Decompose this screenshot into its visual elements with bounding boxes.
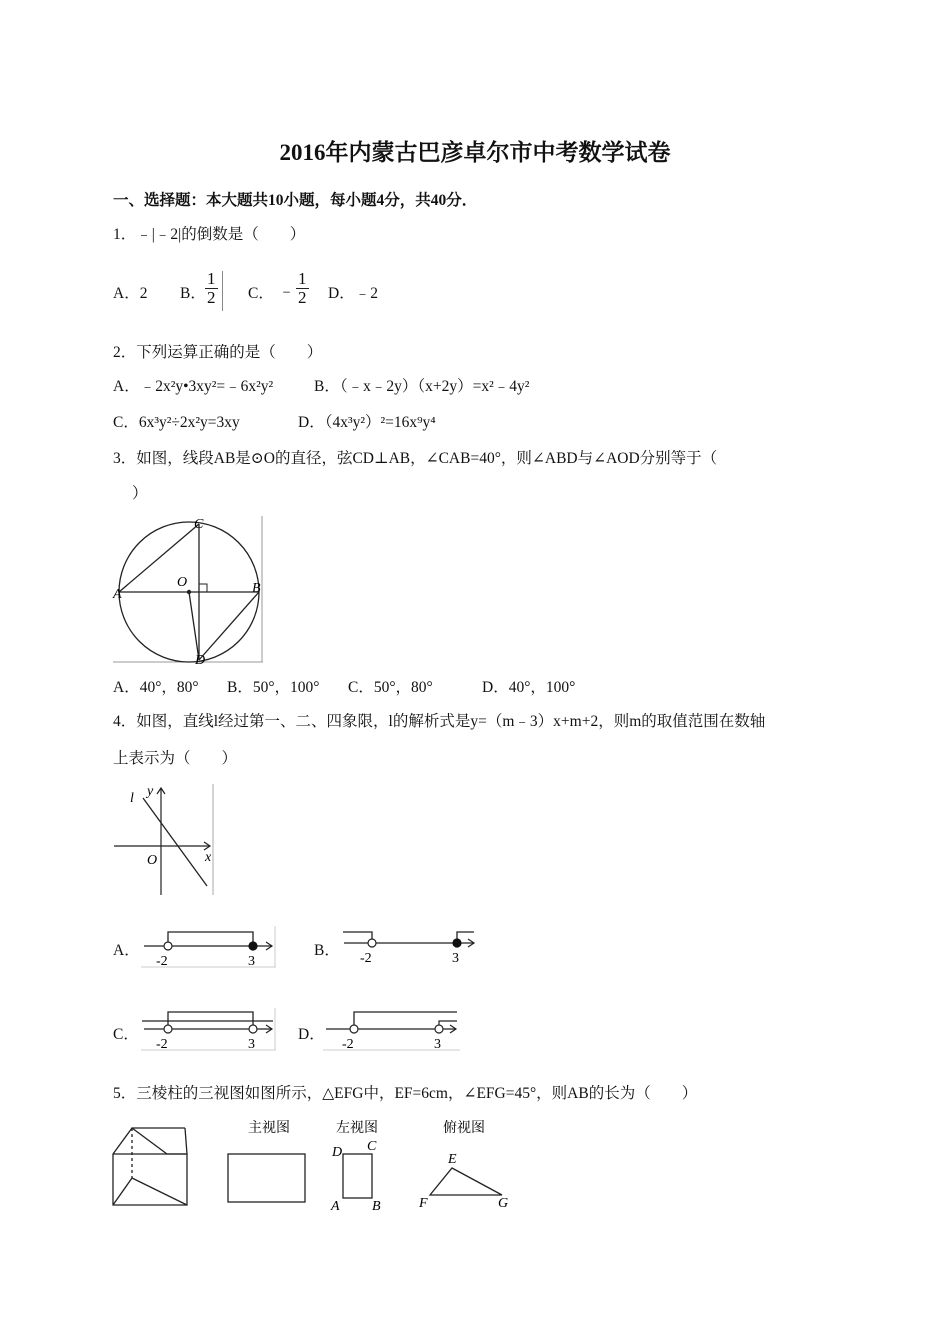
- q4-option-b-numberline: [340, 924, 480, 970]
- q1-option-a: A．2: [113, 285, 148, 302]
- q1-option-c-label: C．: [248, 285, 274, 302]
- tick-label: -2: [156, 1037, 168, 1052]
- line-l: [143, 798, 207, 886]
- left-view-label: 左视图: [336, 1120, 378, 1136]
- left-view-rect: [343, 1154, 372, 1198]
- q1-b-denominator: 2: [207, 288, 216, 307]
- top-view-label: 俯视图: [443, 1120, 485, 1136]
- label-c: C: [367, 1139, 377, 1154]
- q4-option-c-numberline: [140, 1006, 280, 1052]
- tick-label: 3: [434, 1037, 441, 1052]
- front-view-rect: [228, 1154, 305, 1202]
- prism-drawing: [113, 1128, 187, 1205]
- center-dot: [187, 590, 191, 594]
- q5-three-views-figure: [110, 1112, 520, 1216]
- tick-label: 3: [248, 1037, 255, 1052]
- segment-od: [189, 592, 199, 660]
- q1-b-crop-line: [222, 271, 223, 311]
- tick-label: -2: [156, 954, 168, 969]
- label-b: B: [372, 1199, 381, 1214]
- q4-option-c-label: C．: [113, 1026, 139, 1043]
- q1-b-numerator: 1: [207, 269, 216, 288]
- label-o: O: [177, 575, 188, 590]
- q1-option-b-fraction: [205, 270, 218, 307]
- q3-stem-cont: ）: [132, 485, 148, 502]
- label-d: D: [332, 1145, 343, 1160]
- q1-option-b-label: B．: [180, 285, 206, 302]
- label-origin: O: [147, 853, 158, 868]
- q4-option-d-label: D．: [298, 1026, 325, 1043]
- label-e: E: [448, 1152, 457, 1167]
- label-a: A: [113, 587, 122, 602]
- label-a: A: [331, 1199, 340, 1214]
- tick-label: 3: [248, 954, 255, 969]
- section-heading: 一、选择题：本大题共10小题，每小题4分，共40分．: [113, 192, 478, 209]
- label-b: B: [252, 581, 261, 596]
- q1-option-c-fraction: [278, 270, 309, 307]
- tick-label: 3: [452, 951, 459, 966]
- q1-stem: 1．﹣|﹣2|的倒数是（ ）: [113, 226, 306, 243]
- q1-option-d: D．﹣2: [328, 285, 378, 302]
- q2-option-b: B．（﹣x﹣2y）（x+2y）=x²﹣4y²: [314, 378, 530, 395]
- q4-stem-cont: 上表示为（ ）: [113, 750, 238, 767]
- q2-option-c: C．6x³y²÷2x²y=3xy: [113, 414, 240, 431]
- q2-stem: 2．下列运算正确的是（ ）: [113, 344, 323, 361]
- label-c: C: [194, 517, 204, 532]
- q4-option-a-label: A．: [113, 942, 140, 959]
- q3-stem: 3．如图，线段AB是⊙O的直径，弦CD⊥AB，∠CAB=40°，则∠ABD与∠AOD分别等于（: [113, 450, 718, 467]
- q3-circle-figure: [110, 512, 270, 668]
- q2-option-d: D．（4x³y²）²=16x⁹y⁴: [298, 414, 436, 431]
- q3-option-c: C．50°，80°: [348, 679, 433, 696]
- page-title: 2016年内蒙古巴彦卓尔市中考数学试卷: [279, 140, 671, 165]
- label-y: y: [147, 784, 154, 799]
- q4-stem: 4．如图，直线l经过第一、二、四象限，l的解析式是y=（m﹣3）x+m+2，则m的取值范围在数轴: [113, 713, 766, 730]
- q4-option-b-label: B．: [314, 942, 340, 959]
- q3-option-d: D．40°，100°: [482, 679, 576, 696]
- label-d: D: [195, 653, 206, 668]
- q1-c-sign: ﹣: [278, 281, 295, 300]
- q2-option-a: A．﹣2x²y•3xy²=﹣6x²y²: [113, 378, 274, 395]
- q5-stem: 5．三棱柱的三视图如图所示，△EFG中，EF=6cm，∠EFG=45°，则AB的长为（ ）: [113, 1085, 698, 1102]
- q1-c-numerator: 1: [298, 269, 307, 288]
- q4-line-graph: [110, 780, 220, 898]
- label-f: F: [419, 1196, 428, 1211]
- q4-option-a-numberline: [140, 924, 280, 970]
- label-x: x: [205, 850, 212, 865]
- front-view-label: 主视图: [248, 1120, 290, 1136]
- q4-option-d-numberline: [322, 1006, 462, 1052]
- top-view-triangle: [430, 1168, 502, 1195]
- label-l: l: [130, 791, 134, 806]
- tick-label: -2: [342, 1037, 354, 1052]
- label-g: G: [498, 1196, 509, 1211]
- q1-c-denominator: 2: [298, 288, 307, 307]
- right-angle-mark: [199, 584, 207, 592]
- q3-option-b: B．50°，100°: [227, 679, 320, 696]
- q3-option-a: A．40°，80°: [113, 679, 199, 696]
- tick-label: -2: [360, 951, 372, 966]
